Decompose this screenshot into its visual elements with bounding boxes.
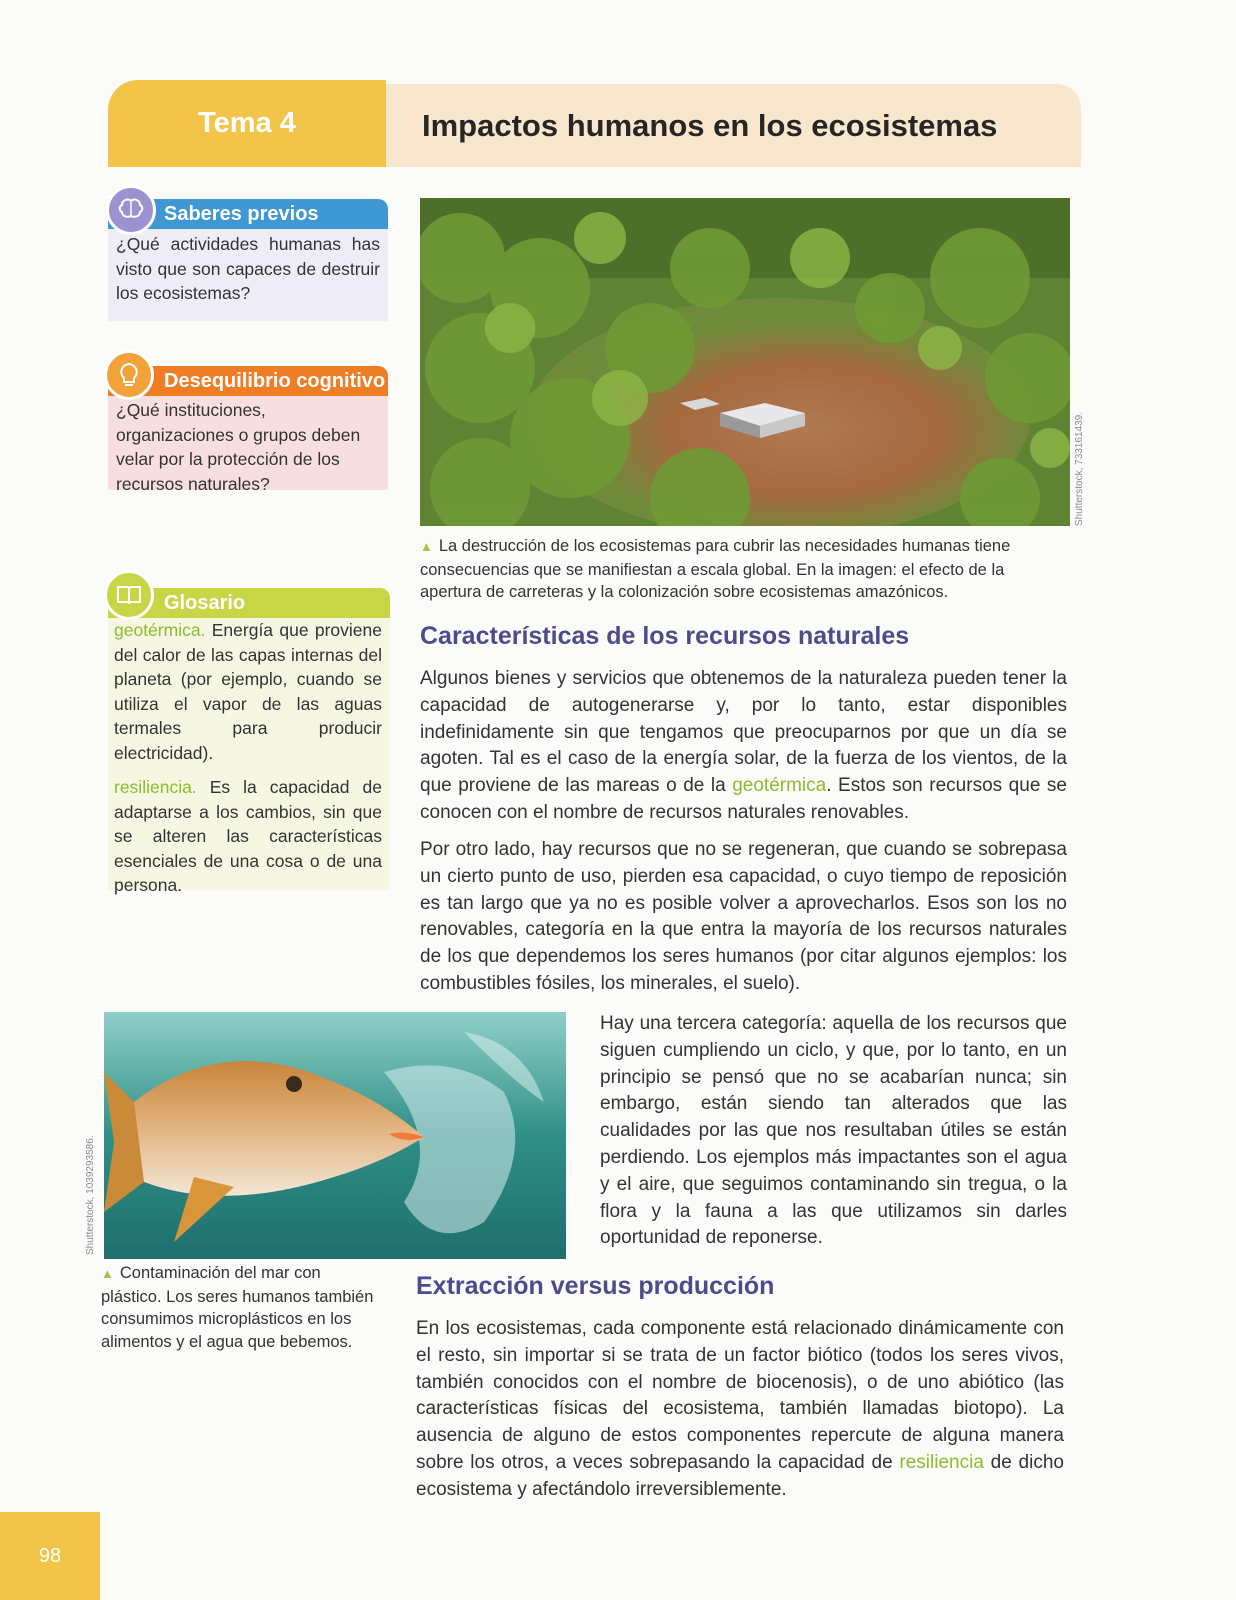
forest-caption xyxy=(420,535,1045,604)
saberes-previos-text: ¿Qué actividades humanas has visto que son capaces de destruir los ecosistemas? xyxy=(116,234,380,303)
desequilibrio-body xyxy=(108,386,388,494)
lightbulb-icon xyxy=(104,350,154,400)
glosario-body xyxy=(108,610,390,895)
glossary-term: resiliencia. xyxy=(114,777,197,797)
plastic-pollution-photo xyxy=(104,1012,566,1259)
paragraph-text: En los ecosistemas, cada componente está relacionado dinámicamente con el resto, sin importar si se trata de un factor biótico (todos los seres vivos, también conocidos con el nombre de biocenosis), o de uno abiótico (las características físicas del ecosistema, también llamadas biotopo). La ausencia de alguno de estos componentes repercute de alguna manera sobre los otros, a veces sobrepasando la capacidad de xyxy=(416,1318,1064,1473)
glossary-term: geotérmica. xyxy=(114,620,206,640)
glosario-title: Glosario xyxy=(164,591,246,614)
glossary-definition: Energía que proviene del calor de las capas internas del planeta (por ejemplo, cuando se utiliza el vapor de las aguas termales para producir electricidad). xyxy=(114,620,382,763)
deforestation-photo xyxy=(420,198,1070,526)
paragraph-text: de dicho ecosistema y afectándolo irreversiblemente. xyxy=(416,1451,1064,1500)
glossary-entry xyxy=(114,775,382,898)
glosario-box xyxy=(108,570,390,895)
fish-photo-credit: Shutterstock, 1039293586. xyxy=(85,1135,96,1255)
glossary-definition: Es la capacidad de adaptarse a los cambios, sin que se alteren las características esenciales de una cosa o de una persona. xyxy=(114,777,382,895)
paragraph-text: Algunos bienes y servicios que obtenemos de la naturaleza pueden tener la capacidad de autogenerarse y, por lo tanto, estar disponibles indefinidamente sin que tengamos que preocuparnos por que un día se agoten. Tal es el caso de la energía solar, de la fuerza de los vientos, de la que proviene de las mareas o de la xyxy=(420,668,1067,797)
paragraph-renovables xyxy=(420,666,1067,827)
topic-label-banner xyxy=(108,80,386,167)
forest-caption-text: La destrucción de los ecosistemas para cubrir las necesidades humanas tiene consecuencias que se manifiestan a escala global. En la imagen: el efecto de la apertura de carreteras y la colonización sobre ecosistemas amazónicos. xyxy=(420,537,1011,601)
fish-caption xyxy=(101,1262,381,1353)
glossary-link-geotermica[interactable]: geotérmica xyxy=(732,775,827,797)
paragraph-tercera-categoria: Hay una tercera categoría: aquella de los recursos que siguen cumpliendo un ciclo, y que, por lo tanto, en un principio se pensó que no se acabarían nunca; sin embargo, están siendo tan alterados que las cualidades por las que nos resultaban útiles se están perdiendo. Los ejemplos más impactantes son el agua y el aire, que seguimos contaminando sin tregua, o la flora y la fauna a las que utilizamos sin darles oportunidad de reponerse. xyxy=(600,1013,1067,1249)
paragraph-extraccion xyxy=(416,1316,1064,1504)
page-title: Impactos humanos en los ecosistemas xyxy=(422,107,998,143)
paragraph-text: . Estos son recursos que se conocen con el nombre de recursos naturales renovables. xyxy=(420,775,1067,823)
book-icon xyxy=(104,570,154,620)
paragraph-no-renovables: Por otro lado, hay recursos que no se regeneran, que cuando se sobrepasa un cierto punto de uso, pierden esa capacidad, o cuyo tiempo de reposición es tan largo que ya no es posible volver a aprovecharlos. Esos son los no renovables, categoría en la que entra la mayoría de los recursos naturales de los que dependemos los seres humanos (por citar algunos ejemplos: los combustibles fósiles, los minerales, el suelo). xyxy=(420,839,1067,994)
topic-label: Tema 4 xyxy=(198,107,296,139)
glossary-link-resiliencia[interactable]: resiliencia xyxy=(899,1451,984,1473)
caption-triangle-icon: ▲ xyxy=(101,1266,114,1281)
saberes-previos-body xyxy=(108,219,388,321)
saberes-previos-title: Saberes previos xyxy=(164,202,319,225)
page-number: 98 xyxy=(38,1544,62,1567)
fish-caption-text: Contaminación del mar con plástico. Los seres humanos también consumimos microplásticos en los alimentos y el agua que bebemos. xyxy=(101,1264,374,1351)
title-banner xyxy=(386,84,1081,167)
glossary-entry xyxy=(114,618,382,765)
section-heading-caracteristicas: Características de los recursos naturales xyxy=(420,622,910,650)
caption-triangle-icon: ▲ xyxy=(420,539,433,554)
desequilibrio-box xyxy=(108,350,388,494)
saberes-previos-box xyxy=(108,185,388,321)
brain-icon xyxy=(106,185,156,235)
forest-photo-credit: Shutterstock, 733161439. xyxy=(1074,412,1085,526)
page-number-tab xyxy=(0,1512,100,1600)
section-heading-extraccion: Extracción versus producción xyxy=(416,1272,775,1300)
desequilibrio-title: Desequilibrio cognitivo xyxy=(164,369,386,392)
desequilibrio-text: ¿Qué instituciones, organizaciones o grupos deben velar por la protección de los recursos naturales? xyxy=(116,400,361,494)
